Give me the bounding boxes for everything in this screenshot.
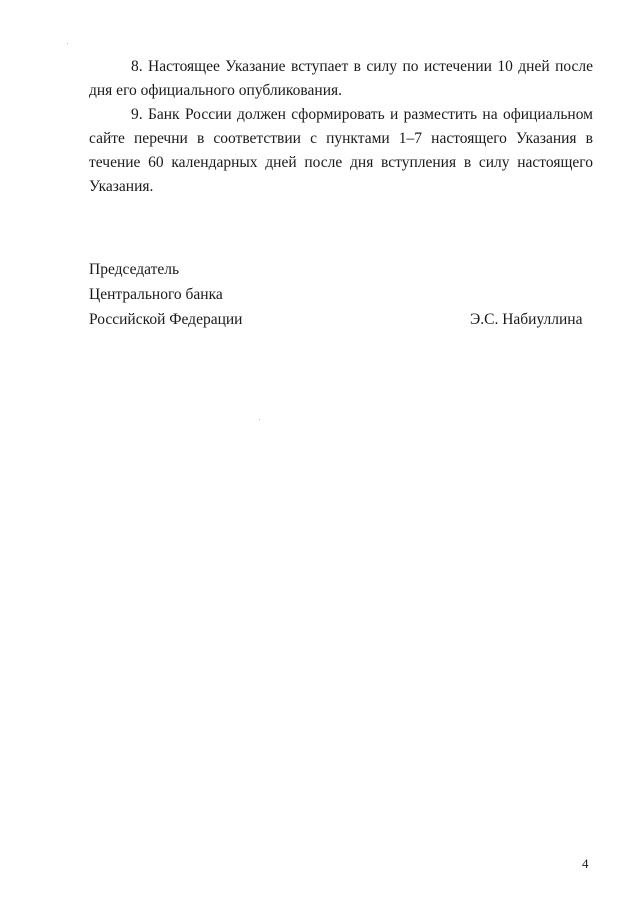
signatory-name: Э.С. Набиуллина — [470, 311, 583, 328]
paragraph-9: 9. Банк России должен сформировать и разместить на официальном сайте перечни в соответствии с пунктами 1–7 настоящего Указания в течение 60 календарных дней после дня вступления в силу настоящего Указания. — [89, 106, 593, 195]
page-number: 4 — [582, 856, 589, 871]
scan-speck — [67, 43, 68, 44]
signatory-title-line-2: Центрального банка — [89, 286, 223, 303]
scan-speck — [259, 419, 260, 420]
paragraph-8: 8. Настоящее Указание вступает в силу по истечении 10 дней после дня его официального опубликования. — [89, 58, 593, 99]
signatory-title-line-1: Председатель — [89, 261, 180, 278]
signatory-title-line-3: Российской Федерации — [89, 311, 243, 328]
